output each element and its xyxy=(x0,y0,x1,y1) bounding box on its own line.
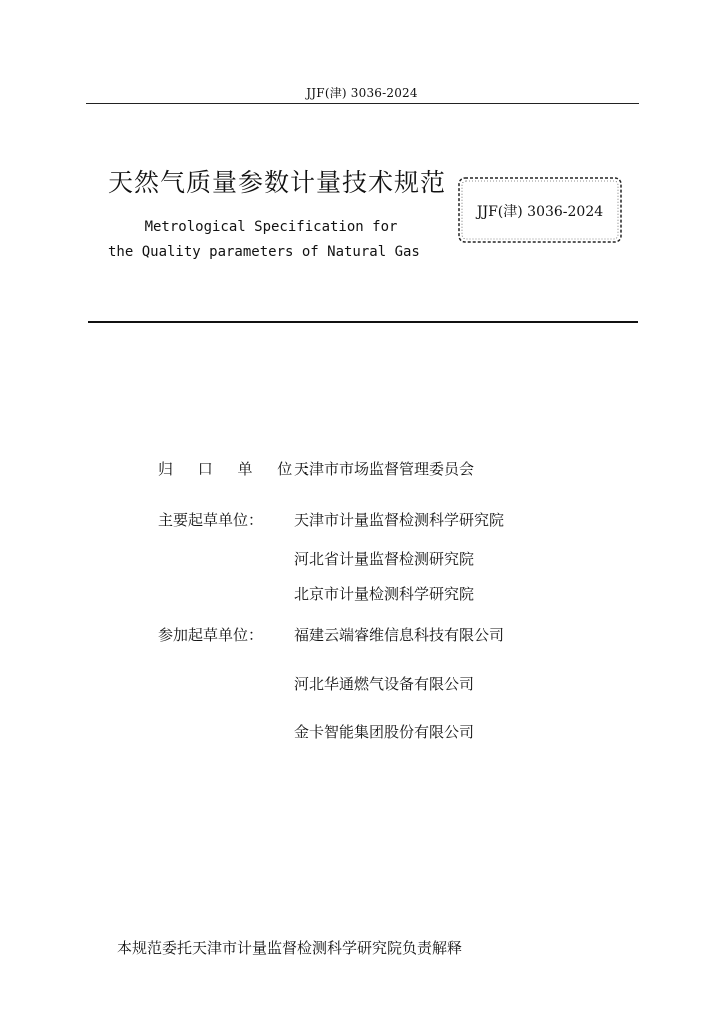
label-participating-drafters: 参加起草单位： xyxy=(158,626,264,644)
main-drafter-3: 北京市计量检测科学研究院 xyxy=(294,585,475,603)
header-standard-code: JJF(津) 3036-2024 xyxy=(306,86,418,100)
participating-drafter-1: 福建云端睿维信息科技有限公司 xyxy=(294,626,505,644)
section-divider xyxy=(88,321,638,323)
main-drafter-2: 河北省计量监督检测研究院 xyxy=(294,550,475,568)
participating-drafter-2: 河北华通燃气设备有限公司 xyxy=(294,675,475,693)
title-chinese: 天然气质量参数计量技术规范 xyxy=(108,168,447,197)
main-drafter-1: 天津市计量监督检测科学研究院 xyxy=(294,511,505,529)
title-english-line2: the Quality parameters of Natural Gas xyxy=(108,244,420,260)
footer-interpretation-note: 本规范委托天津市计量监督检测科学研究院负责解释 xyxy=(117,939,463,957)
header-divider xyxy=(86,103,639,104)
title-english-line1: Metrological Specification for xyxy=(144,219,398,235)
label-gui-kou: 归 口 单 位： xyxy=(158,460,328,478)
label-main-drafters: 主要起草单位： xyxy=(158,511,264,529)
standard-code-box xyxy=(456,175,624,245)
value-gui-kou: 天津市市场监督管理委员会 xyxy=(294,460,475,478)
standard-code-box-text: JJF(津) 3036-2024 xyxy=(476,204,604,220)
participating-drafter-3: 金卡智能集团股份有限公司 xyxy=(294,723,475,741)
